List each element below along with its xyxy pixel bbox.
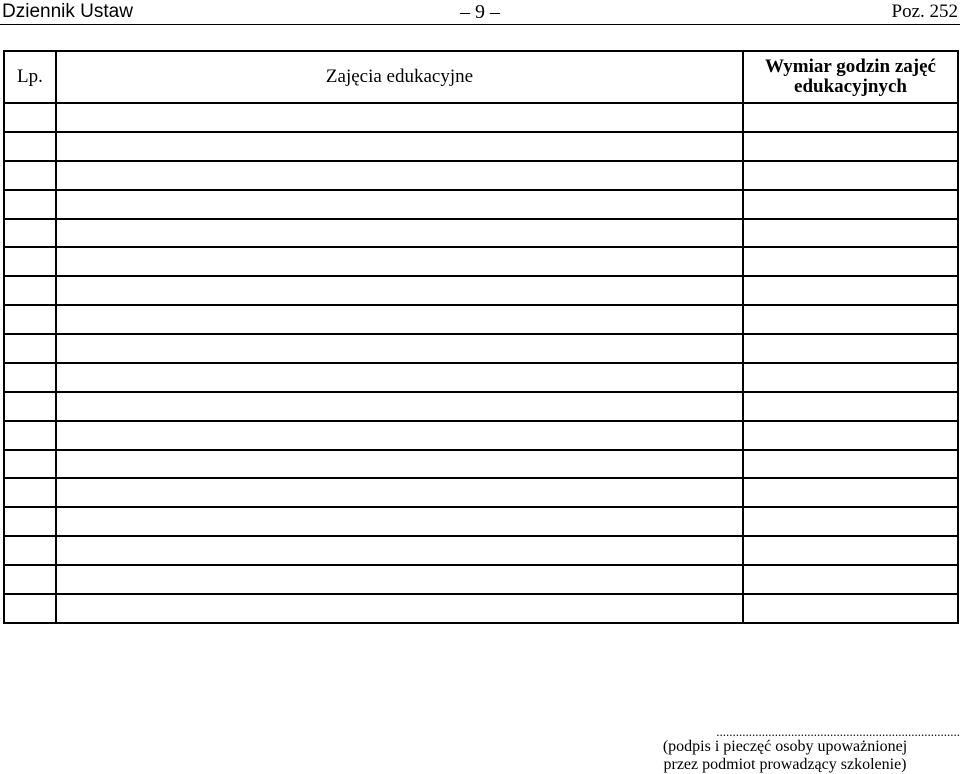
page-header xyxy=(0,0,960,24)
cell-lp[interactable] xyxy=(4,190,56,219)
cell-lp[interactable] xyxy=(4,450,56,479)
cell-hours[interactable] xyxy=(743,219,958,248)
column-header-hours: Wymiar godzin zajęć edukacyjnych xyxy=(743,51,958,103)
cell-lp[interactable] xyxy=(4,536,56,565)
page-number: – 9 – xyxy=(460,1,500,23)
cell-subject[interactable] xyxy=(56,103,743,132)
table-row xyxy=(4,363,958,392)
cell-lp[interactable] xyxy=(4,507,56,536)
cell-lp[interactable] xyxy=(4,103,56,132)
table-row xyxy=(4,594,958,623)
cell-subject[interactable] xyxy=(56,305,743,334)
cell-lp[interactable] xyxy=(4,594,56,623)
cell-lp[interactable] xyxy=(4,478,56,507)
cell-subject[interactable] xyxy=(56,132,743,161)
education-table xyxy=(3,50,959,624)
cell-subject[interactable] xyxy=(56,421,743,450)
cell-hours[interactable] xyxy=(743,594,958,623)
cell-hours[interactable] xyxy=(743,507,958,536)
table-row xyxy=(4,219,958,248)
cell-subject[interactable] xyxy=(56,392,743,421)
cell-hours[interactable] xyxy=(743,392,958,421)
table-row xyxy=(4,478,958,507)
cell-hours[interactable] xyxy=(743,276,958,305)
cell-lp[interactable] xyxy=(4,161,56,190)
table-row xyxy=(4,190,958,219)
table-row xyxy=(4,392,958,421)
cell-subject[interactable] xyxy=(56,507,743,536)
cell-hours[interactable] xyxy=(743,247,958,276)
signature-block xyxy=(560,726,960,774)
column-header-lp: Lp. xyxy=(4,51,56,103)
cell-subject[interactable] xyxy=(56,450,743,479)
cell-subject[interactable] xyxy=(56,276,743,305)
cell-subject[interactable] xyxy=(56,247,743,276)
cell-lp[interactable] xyxy=(4,305,56,334)
table-row xyxy=(4,536,958,565)
signature-line: ........................................................................... xyxy=(716,726,960,738)
table-row xyxy=(4,421,958,450)
table-row xyxy=(4,565,958,594)
cell-hours[interactable] xyxy=(743,363,958,392)
table-row xyxy=(4,276,958,305)
table-row xyxy=(4,132,958,161)
table-row xyxy=(4,507,958,536)
cell-subject[interactable] xyxy=(56,594,743,623)
table-row xyxy=(4,334,958,363)
cell-hours[interactable] xyxy=(743,334,958,363)
cell-lp[interactable] xyxy=(4,132,56,161)
cell-hours[interactable] xyxy=(743,132,958,161)
cell-lp[interactable] xyxy=(4,276,56,305)
cell-subject[interactable] xyxy=(56,190,743,219)
cell-hours[interactable] xyxy=(743,565,958,594)
table-header-row xyxy=(4,51,958,103)
cell-subject[interactable] xyxy=(56,478,743,507)
position-number: Poz. 252 xyxy=(891,1,958,22)
cell-lp[interactable] xyxy=(4,219,56,248)
table-row xyxy=(4,450,958,479)
cell-hours[interactable] xyxy=(743,103,958,132)
cell-subject[interactable] xyxy=(56,565,743,594)
column-header-subjects: Zajęcia edukacyjne xyxy=(56,51,743,103)
cell-lp[interactable] xyxy=(4,392,56,421)
table-row xyxy=(4,247,958,276)
signature-caption-line2: przez podmiot prowadzący szkolenie) xyxy=(663,756,907,773)
cell-hours[interactable] xyxy=(743,421,958,450)
signature-caption-line1: (podpis i pieczęć osoby upoważnionej xyxy=(662,738,908,755)
cell-hours[interactable] xyxy=(743,450,958,479)
cell-hours[interactable] xyxy=(743,478,958,507)
cell-subject[interactable] xyxy=(56,363,743,392)
cell-lp[interactable] xyxy=(4,565,56,594)
cell-lp[interactable] xyxy=(4,247,56,276)
cell-hours[interactable] xyxy=(743,305,958,334)
cell-subject[interactable] xyxy=(56,536,743,565)
cell-hours[interactable] xyxy=(743,536,958,565)
cell-lp[interactable] xyxy=(4,421,56,450)
journal-title: Dziennik Ustaw xyxy=(2,1,133,22)
table-body xyxy=(4,103,958,623)
cell-subject[interactable] xyxy=(56,219,743,248)
cell-lp[interactable] xyxy=(4,334,56,363)
table-row xyxy=(4,305,958,334)
cell-hours[interactable] xyxy=(743,190,958,219)
cell-subject[interactable] xyxy=(56,161,743,190)
table-row xyxy=(4,161,958,190)
header-rule xyxy=(0,24,960,25)
cell-hours[interactable] xyxy=(743,161,958,190)
cell-subject[interactable] xyxy=(56,334,743,363)
cell-lp[interactable] xyxy=(4,363,56,392)
table-row xyxy=(4,103,958,132)
